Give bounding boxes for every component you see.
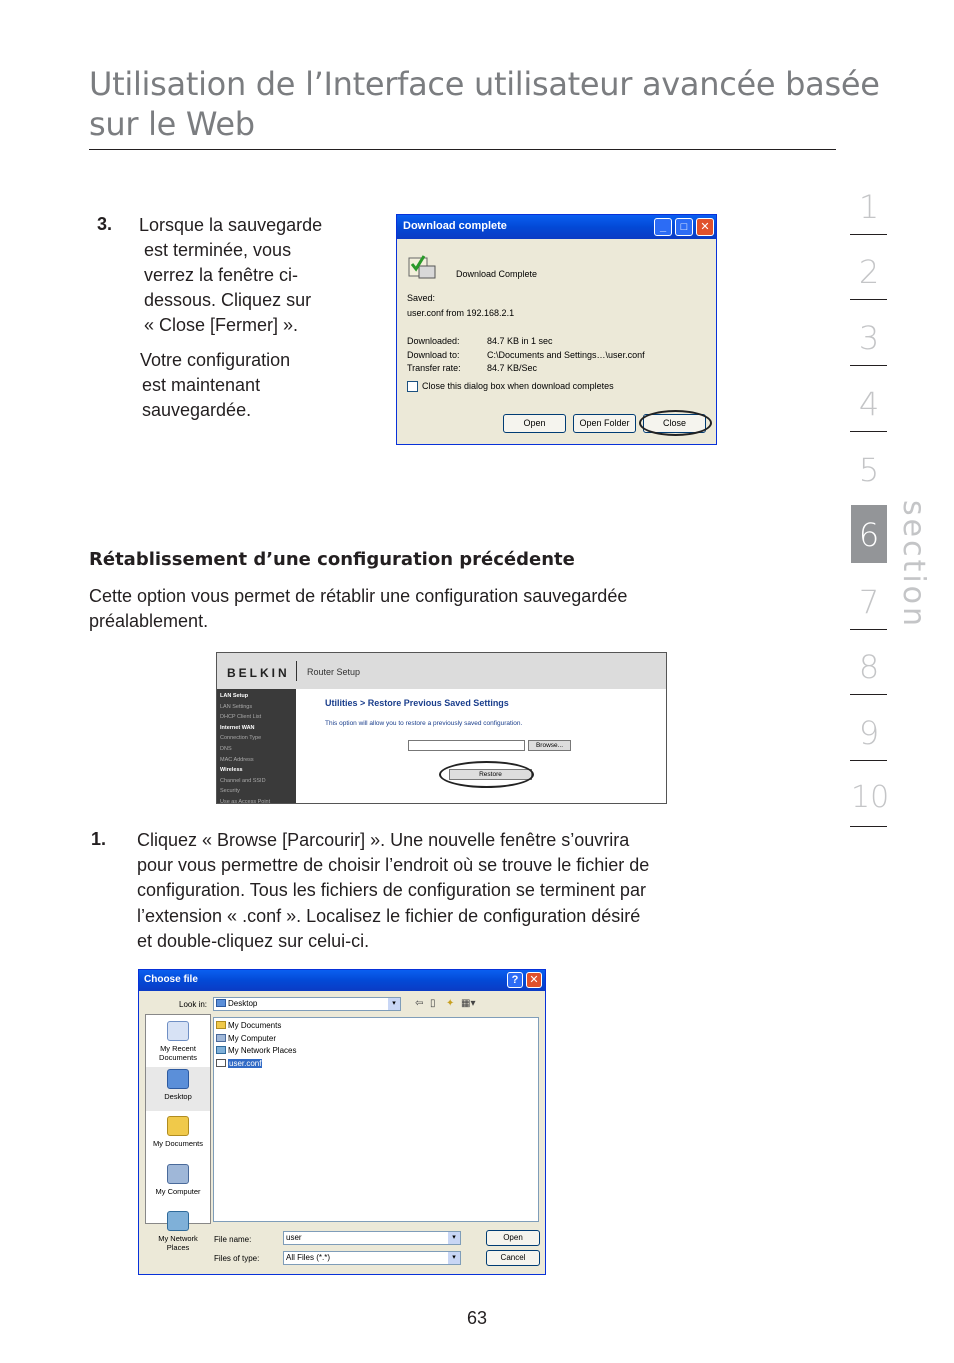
sidebar-header: LAN Setup [220, 693, 249, 699]
restore-text-line: préalablement. [89, 611, 209, 631]
list-item-selected[interactable] [216, 1058, 262, 1069]
title-rule [89, 149, 836, 150]
list-item[interactable] [216, 1045, 296, 1056]
sidebar-item[interactable]: Channel and SSID [220, 777, 266, 784]
saved-label: Saved: [407, 293, 436, 303]
minimize-icon[interactable]: _ [654, 218, 672, 236]
dialog-title: Download complete [403, 220, 507, 232]
step-3-line: dessous. Cliquez sur [144, 290, 312, 310]
recent-documents-icon [167, 1021, 189, 1041]
dialog-title: Choose file [144, 974, 198, 985]
router-header [217, 653, 666, 689]
computer-icon [167, 1164, 189, 1184]
file-name-field[interactable] [283, 1231, 461, 1245]
file-name-label: File name: [214, 1235, 252, 1244]
files-of-type-label: Files of type: [214, 1254, 260, 1263]
sidebar-item[interactable]: DHCP Client List [220, 714, 262, 721]
place-label: Desktop [164, 1092, 192, 1101]
sidebar-item[interactable]: MAC Address [220, 756, 254, 763]
step-1-number: 1. [91, 829, 107, 849]
computer-icon [216, 1034, 226, 1042]
restore-heading: Rétablissement d’une configuration précédente [89, 549, 575, 570]
sidebar-item[interactable]: DNS [220, 745, 232, 752]
restore-text-line: Cette option vous permet de rétablir une configuration sauvegardée [89, 586, 628, 606]
restore-file-input[interactable] [408, 740, 525, 751]
step-1-line: Cliquez « Browse [Parcourir] ». Une nouvelle fenêtre s’ouvrira [137, 830, 630, 850]
section-divider [850, 299, 887, 300]
step-3-note: est maintenant [142, 375, 261, 395]
restore-page-description: This option will allow you to restore a previously saved configuration. [325, 720, 523, 727]
section-number-10[interactable]: 10 [851, 780, 890, 815]
file-icon [216, 1059, 226, 1067]
router-setup-label: Router Setup [307, 667, 361, 677]
look-in-value: Desktop [228, 999, 258, 1008]
restore-button[interactable]: Restore [449, 769, 532, 780]
downloaded-value: 84.7 KB in 1 sec [487, 336, 553, 346]
sidebar-header: Internet WAN [220, 724, 255, 731]
cancel-button[interactable]: Cancel [486, 1250, 540, 1266]
place-my-computer[interactable] [146, 1164, 210, 1196]
file-name: My Documents [228, 1021, 282, 1030]
download-to-label: Download to: [407, 350, 460, 360]
open-button[interactable]: Open [486, 1230, 540, 1246]
highlight-ring [439, 761, 534, 788]
place-my-documents[interactable] [146, 1116, 210, 1148]
files-of-type-value: All Files (*.*) [286, 1253, 331, 1262]
section-number-5[interactable]: 5 [858, 451, 880, 489]
list-item[interactable] [216, 1020, 281, 1031]
header-divider [296, 661, 297, 681]
place-my-network-places[interactable] [146, 1211, 210, 1252]
place-label: My Recent Documents [159, 1044, 197, 1062]
dialog-titlebar [397, 215, 716, 239]
place-label: My Network Places [158, 1234, 198, 1252]
highlight-ring [639, 410, 712, 436]
section-number-9[interactable]: 9 [858, 714, 880, 752]
sidebar-item[interactable]: Connection Type [220, 735, 262, 742]
section-divider [850, 694, 887, 695]
step-3-line: est terminée, vous [144, 240, 292, 260]
help-icon[interactable]: ? [507, 972, 523, 988]
download-icon [407, 252, 437, 280]
network-icon [216, 1046, 226, 1054]
file-name: My Computer [228, 1034, 277, 1043]
place-desktop[interactable] [146, 1067, 210, 1111]
belkin-logo: BELKIN [227, 666, 290, 680]
browse-button[interactable]: Browse... [528, 740, 571, 751]
saved-value: user.conf from 192.168.2.1 [407, 308, 515, 318]
step-3-number: 3. [97, 214, 113, 234]
maximize-icon[interactable]: □ [675, 218, 693, 236]
chevron-down-icon: ▾ [388, 998, 400, 1010]
download-to-value: C:\Documents and Settings…\user.conf [487, 350, 645, 360]
sidebar-item[interactable]: LAN Settings [220, 703, 253, 710]
close-icon[interactable]: ✕ [526, 972, 542, 988]
chevron-down-icon: ▾ [448, 1252, 460, 1264]
step-3-line: « Close [Fermer] ». [144, 315, 299, 335]
download-complete-dialog [396, 214, 717, 445]
step-1-line: pour vous permettre de choisir l’endroit où se trouve le fichier de [137, 855, 650, 875]
network-icon [167, 1211, 189, 1231]
page-title-line2: sur le Web [89, 105, 255, 143]
open-folder-button[interactable]: Open Folder [573, 414, 636, 433]
section-divider [850, 365, 887, 366]
step-3-line: Lorsque la sauvegarde [139, 215, 323, 235]
section-number-6[interactable]: 6 [858, 516, 880, 554]
open-button[interactable]: Open [503, 414, 566, 433]
sidebar-header: Wireless [220, 767, 243, 774]
checkbox-label: Close this dialog box when download completes [422, 381, 614, 391]
list-item[interactable] [216, 1033, 276, 1044]
section-number-2[interactable]: 2 [858, 253, 880, 291]
section-divider [850, 826, 887, 827]
download-heading: Download Complete [456, 269, 538, 279]
page-title [89, 64, 899, 144]
transfer-rate-value: 84.7 KB/Sec [487, 363, 538, 373]
close-icon[interactable]: ✕ [696, 218, 714, 236]
section-number-1[interactable]: 1 [858, 188, 880, 226]
step-1-line: configuration. Tous les fichiers de configuration se terminent par [137, 880, 646, 900]
sidebar-item[interactable]: Use as Access Point [220, 798, 271, 804]
close-button[interactable]: Close [643, 414, 706, 433]
dialog-titlebar [139, 970, 545, 991]
downloaded-label: Downloaded: [407, 336, 460, 346]
chevron-down-icon: ▾ [448, 1232, 460, 1244]
view-menu-icon[interactable]: ▦▾ [461, 998, 476, 1009]
section-number-3[interactable]: 3 [858, 319, 880, 357]
section-divider [850, 760, 887, 761]
places-bar [145, 1014, 211, 1252]
step-3-note: Votre configuration [140, 350, 291, 370]
restore-page-heading: Utilities > Restore Previous Saved Settings [325, 698, 509, 708]
section-number-7[interactable]: 7 [858, 583, 880, 621]
section-divider [850, 234, 887, 235]
close-when-complete-checkbox[interactable] [407, 381, 418, 392]
step-3-line: verrez la fenêtre ci- [144, 265, 299, 285]
desktop-icon [216, 999, 226, 1007]
back-icon[interactable]: ⇦ [415, 998, 424, 1009]
place-label: My Documents [152, 1139, 203, 1148]
step-3-note: sauvegardée. [142, 400, 252, 420]
up-folder-icon[interactable]: ▯ [430, 998, 436, 1009]
look-in-label: Look in: [179, 1000, 208, 1009]
section-label: section [896, 500, 931, 630]
file-list [213, 1017, 539, 1222]
router-sidebar [217, 689, 296, 804]
section-number-4[interactable]: 4 [858, 385, 880, 423]
transfer-rate-label: Transfer rate: [407, 363, 461, 373]
step-1-line: et double-cliquez sur celui-ci. [137, 931, 370, 951]
choose-file-dialog [138, 969, 546, 1275]
folder-icon [216, 1021, 226, 1029]
section-divider [850, 431, 887, 432]
step-1-line: l’extension « .conf ». Localisez le fichier de configuration désiré [137, 906, 641, 926]
router-restore-screen [216, 652, 667, 804]
desktop-icon [167, 1069, 189, 1089]
file-name-value: user [286, 1233, 302, 1242]
look-in-select[interactable] [213, 997, 401, 1011]
place-my-recent-documents[interactable] [146, 1021, 210, 1062]
section-divider [850, 629, 887, 630]
folder-icon [167, 1116, 189, 1136]
page-title-line1: Utilisation de l’Interface utilisateur avancée basée [89, 65, 880, 103]
file-name: My Network Places [228, 1046, 297, 1055]
file-name: user.conf [229, 1059, 262, 1068]
new-folder-icon[interactable]: ✦ [446, 998, 455, 1009]
page-number: 63 [466, 1308, 488, 1328]
section-number-8[interactable]: 8 [858, 648, 880, 686]
sidebar-item[interactable]: Security [220, 788, 240, 795]
files-of-type-select[interactable] [283, 1251, 461, 1265]
place-label: My Computer [155, 1187, 201, 1196]
